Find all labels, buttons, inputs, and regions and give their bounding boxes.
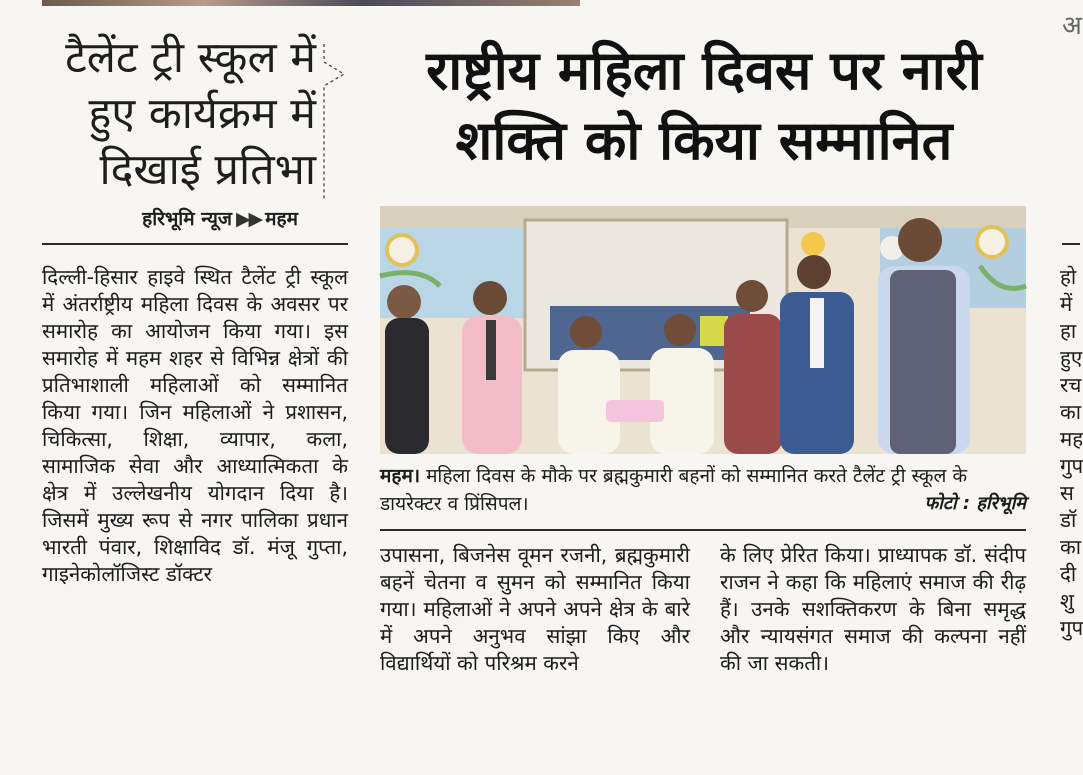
- side-story-byline: [88, 205, 298, 231]
- byline-place: महम: [265, 208, 298, 230]
- main-headline-line-2: शक्ति को किया सम्मानित: [455, 109, 953, 172]
- main-story-headline: [378, 36, 1030, 176]
- adjacent-line: का: [1060, 400, 1082, 424]
- caption-place: महम।: [380, 465, 421, 487]
- adjacent-line: डॉ: [1060, 508, 1077, 532]
- adjacent-line: हो: [1060, 265, 1077, 289]
- adjacent-line: शु: [1060, 589, 1074, 613]
- byline-separator-icon: ▶▶: [235, 208, 262, 230]
- side-headline-line-3: दिखाई प्रतिभा: [99, 145, 316, 195]
- byline-source: हरिभूमि न्यूज: [142, 208, 232, 230]
- adjacent-line: गुप: [1060, 616, 1083, 640]
- side-headline-line-1: टैलेंट ट्री स्कूल में: [65, 33, 316, 83]
- adjacent-line: गुप: [1060, 454, 1083, 478]
- side-headline-line-2: हुए कार्यक्रम में: [88, 89, 316, 139]
- page-corner-mark: अ: [1062, 11, 1082, 41]
- felicitation-photo-illustration: [380, 206, 1026, 454]
- adjacent-column-rule: [1062, 243, 1080, 245]
- adjacent-story-column: [1060, 264, 1083, 744]
- side-story-body: दिल्ली-हिसार हाइवे स्थित टैलेंट ट्री स्कूल में अंतर्राष्ट्रीय महिला दिवस के अवसर पर समारोह का आयोजन किया गया। इस समारोह में महम शहर से विभिन्न क्षेत्रों की प्रतिभाशाली महिलाओं को सम्मानित किया गया। जिन महिलाओं ने प्रशासन, चिकित्सा, शिक्षा, व्यापार, कला, सामाजिक सेवा और आध्यात्मिकता के क्षेत्र में उल्लेखनीय योगदान दिया है। जिसमें मुख्य रूप से नगर पालिका प्रधान भारती पंवार, शिक्षाविद डॉ. मंजू गुप्ता, गाइनेकोलॉजिस्ट डॉक्टर: [42, 265, 348, 586]
- previous-story-image-strip: [42, 0, 580, 6]
- main-story-body-column-2: के लिए प्रेरित किया। प्राध्यापक डॉ. संदीप राजन ने कहा कि महिलाएं समाज की रीढ़ हैं। उनके सशक्तिकरण के बिना समृद्ध और न्यायसंगत समाज की कल्पना नहीं की जा सकती।: [720, 543, 1026, 675]
- adjacent-line: दी: [1060, 562, 1077, 586]
- adjacent-line: स: [1060, 481, 1074, 505]
- side-story-headline: [60, 30, 316, 198]
- event-photo: [380, 206, 1026, 454]
- column-rule: [42, 243, 348, 245]
- adjacent-line: मह: [1060, 427, 1083, 451]
- photo-credit: फोटो : हरिभूमि: [924, 493, 1026, 514]
- main-story-body-column-1: उपासना, बिजनेस वूमन रजनी, ब्रह्मकुमारी बहनें चेतना व सुमन को सम्मानित किया गया। महिलाओं ने अपने अपने क्षेत्र के बारे में अपने अनुभव सांझा किए और विद्यार्थियों को परिश्रम करने: [380, 543, 690, 675]
- adjacent-line: में: [1060, 292, 1073, 316]
- adjacent-line: हा: [1060, 319, 1077, 343]
- main-headline-line-1: राष्ट्रीय महिला दिवस पर नारी: [426, 39, 982, 102]
- adjacent-line: रच: [1060, 373, 1082, 397]
- photo-caption: [380, 462, 1026, 518]
- adjacent-line: का: [1060, 535, 1082, 559]
- dotted-arrow-icon: [322, 42, 348, 202]
- adjacent-line: हुए: [1060, 346, 1083, 370]
- caption-rule: [380, 529, 1026, 531]
- caption-text: महिला दिवस के मौके पर ब्रह्मकुमारी बहनों को सम्मानित करते टैलेंट ट्री स्कूल के डायरेक्टर व प्रिंसिपल।: [380, 465, 968, 515]
